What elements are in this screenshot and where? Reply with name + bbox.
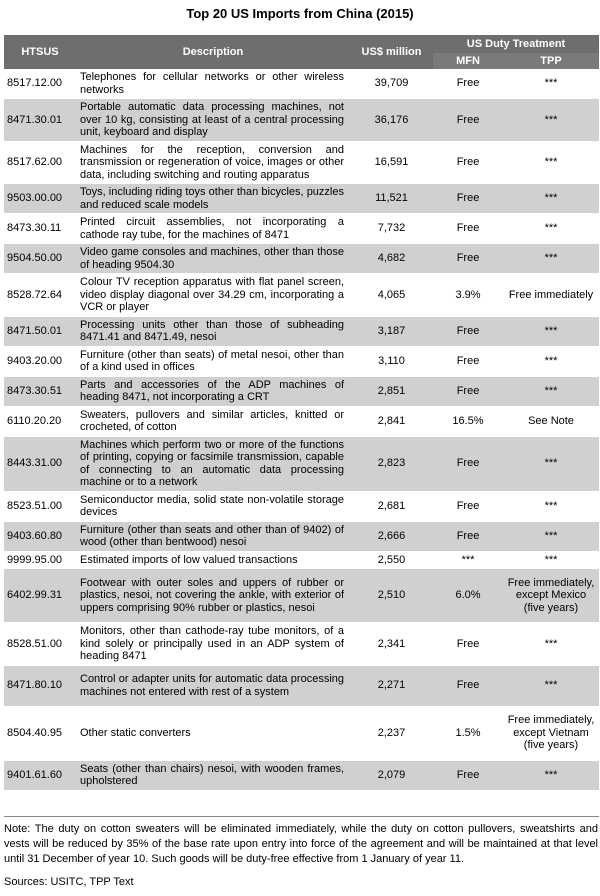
import-value: 2,681 [350,491,433,521]
htsus-code: 9503.00.00 [4,184,76,214]
table-row [4,436,599,491]
header-value: US$ million [350,35,433,69]
import-value: 3,187 [350,316,433,346]
table-row [4,569,599,623]
tpp-duty: *** [503,99,599,142]
product-description: Other static converters [76,706,350,760]
mfn-duty: 6.0% [433,569,503,623]
import-value: 3,110 [350,346,433,376]
footnote: Note: The duty on cotton sweaters will be eliminated immediately, while the duty on cotton pullovers, sweatshirts and vests will be reduced by 35% of the base rate upon entry into force of the agreement and will be maintained at that level until 31 December of year 10. Such goods will be duty-free effective from 1 January of year 11. [4,823,598,865]
header-description: Description [76,35,350,69]
header-mfn: MFN [433,53,503,69]
imports-table [4,35,599,791]
htsus-code: 8517.12.00 [4,69,76,99]
product-description: Estimated imports of low valued transactions [76,551,350,569]
table-row [4,184,599,214]
htsus-code: 9403.20.00 [4,346,76,376]
mfn-duty: Free [433,521,503,551]
htsus-code: 8523.51.00 [4,491,76,521]
mfn-duty: 3.9% [433,274,503,317]
import-value: 2,510 [350,569,433,623]
htsus-code: 9999.95.00 [4,551,76,569]
import-value: 2,550 [350,551,433,569]
mfn-duty: Free [433,760,503,790]
header-tpp: TPP [503,53,599,69]
product-description: Furniture (other than seats) of metal nesoi, other than of a kind used in offices [76,346,350,376]
product-description: Portable automatic data processing machines, not over 10 kg, consisting at least of a central processing unit, keyboard and display [76,99,350,142]
table-title: Top 20 US Imports from China (2015) [186,6,414,21]
htsus-code: 6110.20.20 [4,406,76,436]
table-row [4,274,599,317]
htsus-code: 8473.30.11 [4,214,76,244]
tpp-duty: *** [503,346,599,376]
tpp-duty: *** [503,214,599,244]
tpp-duty: *** [503,491,599,521]
table-row [4,214,599,244]
table-row [4,760,599,790]
mfn-duty: Free [433,244,503,274]
htsus-code: 8504.40.95 [4,706,76,760]
tpp-duty: *** [503,69,599,99]
import-value: 2,823 [350,436,433,491]
mfn-duty: *** [433,551,503,569]
import-value: 16,591 [350,141,433,184]
mfn-duty: Free [433,346,503,376]
table-row [4,491,599,521]
mfn-duty: Free [433,99,503,142]
import-value: 2,237 [350,706,433,760]
import-value: 2,666 [350,521,433,551]
mfn-duty: Free [433,69,503,99]
product-description: Toys, including riding toys other than bicycles, puzzles and reduced scale models [76,184,350,214]
import-value: 2,271 [350,665,433,706]
table-row [4,376,599,406]
htsus-code: 8528.51.00 [4,623,76,666]
table-row [4,141,599,184]
htsus-code: 8471.30.01 [4,99,76,142]
htsus-code: 8517.62.00 [4,141,76,184]
table-row [4,521,599,551]
tpp-duty: *** [503,184,599,214]
product-description: Sweaters, pullovers and similar articles, knitted or crocheted, of cotton [76,406,350,436]
import-value: 11,521 [350,184,433,214]
htsus-code: 9401.61.60 [4,760,76,790]
mfn-duty: Free [433,214,503,244]
product-description: Footwear with outer soles and uppers of rubber or plastics, nesoi, not covering the ankle, with exterior of uppers comprising 90% rubber or plastics, nesoi [76,569,350,623]
product-description: Furniture (other than seats and other than of 9402) of wood (other than bentwood) nesoi [76,521,350,551]
product-description: Control or adapter units for automatic data processing machines not entered with rest of a system [76,665,350,706]
tpp-duty: *** [503,436,599,491]
tpp-duty: *** [503,665,599,706]
import-value: 7,732 [350,214,433,244]
import-value: 2,341 [350,623,433,666]
htsus-code: 8443.31.00 [4,436,76,491]
table-row [4,551,599,569]
product-description: Monitors, other than cathode-ray tube monitors, of a kind solely or principally used in an ADP system of heading 8471 [76,623,350,666]
product-description: Printed circuit assemblies, not incorporating a cathode ray tube, for the machines of 8471 [76,214,350,244]
mfn-duty: Free [433,376,503,406]
tpp-duty: Free immediately, except Vietnam (five years) [503,706,599,760]
product-description: Processing units other than those of subheading 8471.41 and 8471.49, nesoi [76,316,350,346]
tpp-duty: *** [503,623,599,666]
product-description: Video game consoles and machines, other than those of heading 9504.30 [76,244,350,274]
tpp-duty: See Note [503,406,599,436]
tpp-duty: Free immediately [503,274,599,317]
product-description: Machines which perform two or more of the functions of printing, copying or facsimile transmission, capable of connecting to an automatic data processing machine or to a network [76,436,350,491]
table-row [4,623,599,666]
table-row [4,665,599,706]
mfn-duty: Free [433,491,503,521]
import-value: 39,709 [350,69,433,99]
product-description: Semiconductor media, solid state non-volatile storage devices [76,491,350,521]
mfn-duty: Free [433,316,503,346]
tpp-duty: *** [503,521,599,551]
product-description: Machines for the reception, conversion and transmission or regeneration of voice, images or other data, including switching and routing apparatus [76,141,350,184]
htsus-code: 8471.80.10 [4,665,76,706]
sources: Sources: USITC, TPP Text [4,876,134,888]
import-value: 4,682 [350,244,433,274]
table-row [4,316,599,346]
htsus-code: 8471.50.01 [4,316,76,346]
tpp-duty: *** [503,141,599,184]
htsus-code: 9504.50.00 [4,244,76,274]
tpp-duty: *** [503,551,599,569]
tpp-duty: *** [503,244,599,274]
mfn-duty: Free [433,184,503,214]
import-value: 2,079 [350,760,433,790]
table-row [4,69,599,99]
import-value: 4,065 [350,274,433,317]
htsus-code: 8528.72.64 [4,274,76,317]
import-value: 2,841 [350,406,433,436]
tpp-duty: Free immediately, except Mexico (five years) [503,569,599,623]
table-row [4,706,599,760]
table-row [4,99,599,142]
tpp-duty: *** [503,376,599,406]
header-htsus: HTSUS [4,35,76,69]
mfn-duty: 1.5% [433,706,503,760]
product-description: Parts and accessories of the ADP machines of heading 8471, not incorporating a CRT [76,376,350,406]
import-value: 2,851 [350,376,433,406]
note-divider [4,816,599,817]
mfn-duty: Free [433,436,503,491]
table-row [4,346,599,376]
htsus-code: 9403.60.80 [4,521,76,551]
header-duty-treatment: US Duty Treatment [433,35,599,53]
htsus-code: 8473.30.51 [4,376,76,406]
mfn-duty: Free [433,141,503,184]
import-value: 36,176 [350,99,433,142]
table-row [4,244,599,274]
mfn-duty: 16.5% [433,406,503,436]
product-description: Seats (other than chairs) nesoi, with wooden frames, upholstered [76,760,350,790]
product-description: Telephones for cellular networks or other wireless networks [76,69,350,99]
table-row [4,406,599,436]
htsus-code: 6402.99.31 [4,569,76,623]
tpp-duty: *** [503,760,599,790]
product-description: Colour TV reception apparatus with flat panel screen, video display diagonal over 34.29 cm, incorporating a VCR or player [76,274,350,317]
mfn-duty: Free [433,665,503,706]
tpp-duty: *** [503,316,599,346]
mfn-duty: Free [433,623,503,666]
